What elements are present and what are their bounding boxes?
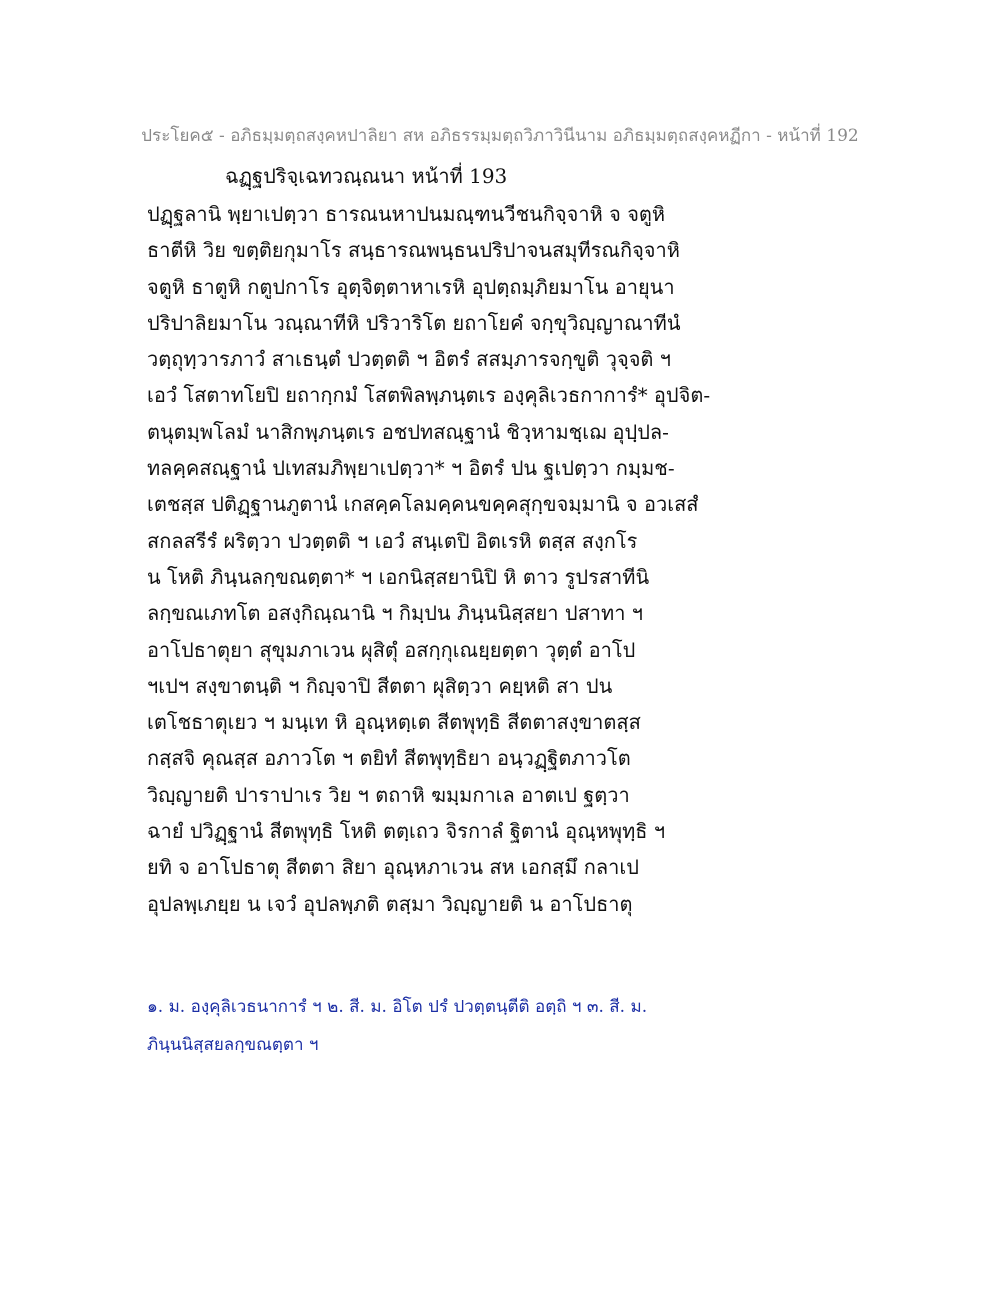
body-line: เอวํ โสตาทโยปิ ยถากฺกมํ โสตพิลพฺภนฺตเร องฺคุลิเวธกาการํ* อุปจิต- — [147, 383, 711, 408]
body-line: ทลคฺคสณฺฐานํ ปเทสมภิพฺยาเปตฺวา* ฯ อิตรํ ปน ฐเปตฺวา กมฺมช- — [147, 456, 675, 481]
body-line: ฉายํ ปวิฏฺฐานํ สีตพุทฺธิ โหติ ตตฺเถว จิรกาลํ ฐิตานํ อุณฺหพุทฺธิ ฯ — [147, 819, 666, 844]
footnotes — [147, 988, 707, 1064]
footnote-line: ๑. ม. องฺคุลิเวธนาการํ ฯ ๒. สี. ม. อิโต ปรํ ปวตฺตนฺตีติ อตฺถิ ฯ ๓. สี. ม. — [147, 997, 648, 1017]
body-line: น โหติ ภินฺนลกฺขณตฺตา* ฯ เอกนิสฺสยานิปิ หิ ตาว รูปรสาทีนิ — [147, 564, 650, 589]
page-heading: ฉฏฺฐปริจฺเฉทวณฺณนา หน้าที่ 193 — [225, 164, 508, 188]
body-line: ยทิ จ อาโปธาตุ สีตตา สิยา อุณฺหภาเวน สห เอกสฺมึ กลาเป — [147, 855, 639, 880]
body-line: วตฺถุทฺวารภาวํ สาเธนฺตํ ปวตฺตติ ฯ อิตรํ สสมฺภารจกฺขูติ วุจฺจติ ฯ — [147, 347, 671, 372]
body-line: อุปลพฺเภยฺย น เจวํ อุปลพฺภติ ตสฺมา วิญฺญายติ น อาโปธาตุ — [147, 891, 633, 916]
body-text — [147, 196, 711, 922]
body-line: เตชสฺส ปติฏฺฐานภูตานํ เกสคฺคโลมคฺคนขคฺคสุกฺขจมฺมานิ จ อวเสสํ — [147, 492, 699, 517]
body-line: ฯเปฯ สงฺขาตนฺติ ฯ กิญฺจาปิ สีตตา ผุสิตฺวา คยฺหติ สา ปน — [147, 673, 613, 698]
footnote-line: ภินฺนนิสฺสยลกฺขณตฺตา ฯ — [147, 1035, 319, 1055]
body-line: ลกฺขณเภทโต อสงฺกิณฺณานิ ฯ กิมฺปน ภินฺนนิสฺสยา ปสาทา ฯ — [147, 601, 644, 626]
body-line: เตโชธาตุเยว ฯ มนฺเท หิ อุณฺหตฺเต สีตพุทฺธิ สีตตาสงฺขาตสฺส — [147, 710, 641, 735]
running-header: ประโยค๕ - อภิธมฺมตฺถสงฺคหปาลิยา สห อภิธรรมฺมตฺถวิภาวินีนาม อภิธมฺมตฺถสงฺคหฏีกา - หน้าที่ 192 — [141, 126, 859, 146]
body-line: ธาตีหิ วิย ขตฺติยกุมาโร สนฺธารณพนฺธนปริปาจนสมุทีรณกิจฺจาหิ — [147, 238, 680, 263]
body-line: กสฺสจิ คุณสฺส อภาวโต ฯ ตยิทํ สีตพุทฺธิยา อนฺวฏฺฐิตภาวโต — [147, 746, 631, 771]
body-line: ปริปาลิยมาโน วณฺณาทีหิ ปริวาริโต ยถาโยคํ จกฺขุวิญฺญาณาทีนํ — [147, 310, 681, 335]
body-line: ปฏฺฐลานิ พฺยาเปตฺวา ธารณนหาปนมณฺฑนวีชนกิจฺจาหิ จ จตูหิ — [147, 202, 666, 226]
body-line: สกลสรีรํ ผริตฺวา ปวตฺตติ ฯ เอวํ สนฺเตปิ อิตเรหิ ตสฺส สงฺกโร — [147, 528, 638, 553]
body-line: อาโปธาตุยา สุขุมภาเวน ผุสิตุํ อสกฺกุเณยฺยตฺตา วุตฺตํ อาโป — [147, 637, 636, 662]
body-line: ตนุตมฺพโลมํ นาสิกพฺภนฺตเร อชปทสณฺฐานํ ชิวฺหามชฺเฌ อุปฺปล- — [147, 419, 669, 444]
body-line: จตูหิ ธาตูหิ กตูปกาโร อุตฺจิตฺตาหาเรหิ อุปตฺถมฺภิยมาโน อายุนา — [147, 274, 675, 299]
body-line: วิญฺญายติ ปาราปาเร วิย ฯ ตถาหิ ฆมฺมกาเล อาตเป ฐตฺวา — [147, 782, 630, 807]
